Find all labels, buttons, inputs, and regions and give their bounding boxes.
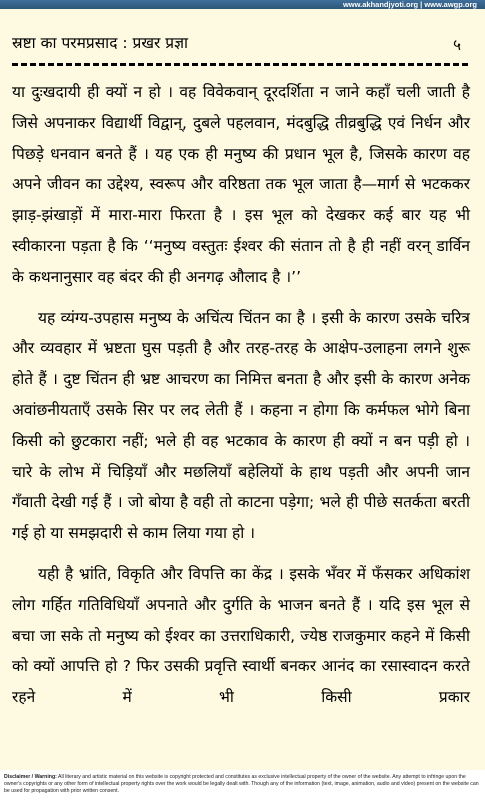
- disclaimer-footer: [4, 774, 480, 795]
- header-divider: [12, 63, 468, 66]
- paragraph-1: या दुःखदायी ही क्यों न हो । वह विवेकवान् दूरदर्शिता न जाने कहाँ चली जाती है जिसे अपनाकर विद्यार्थी विद्वान्, दुबले पहलवान, मंदबुद्धि तीव्रबुद्धि एवं निर्धन और पिछड़े धनवान बनते हैं । यह एक ही मनुष्य की प्रधान भूल है, जिसके कारण वह अपने जीवन का उद्देश्य, स्वरूप और वरिष्ठता तक भूल जाता है—मार्ग से भटककर झाड़-झंखाड़ों में मारा-मारा फिरता है । इस भूल को देखकर कई बार यह भी स्वीकारना पड़ता है कि ‘‘मनुष्य वस्तुतः ईश्वर की संतान तो है ही नहीं वरन् डार्विन के कथनानुसार वह बंदर की ही अनगढ़ औलाद है ।’’: [12, 83, 470, 286]
- disclaimer-label: Disclaimer / Warning:: [4, 774, 57, 780]
- site-url-text[interactable]: www.akhandjyoti.org | www.awgp.org: [342, 0, 477, 9]
- paragraph-3: यही है भ्रांति, विकृति और विपत्ति का केंद्र । इसके भँवर में फँसकर अधिकांश लोग गर्हित गतिविधियाँ अपनाते और दुर्गति के भाजन बनते हैं । यदि इस भूल से बचा जा सके तो मनुष्य को ईश्वर का उत्तराधिकारी, ज्येष्ठ राजकुमार कहने में किसी को क्यों आपत्ति हो ? फिर उसकी प्रवृत्ति स्वार्थी बनकर आनंद का रसास्वादन करते रहने में भी किसी प्रकार: [12, 564, 470, 707]
- top-banner: [0, 0, 485, 9]
- book-page: [0, 9, 485, 770]
- disclaimer-text: All literary and artistic material on this website is copyright protected and constitutes as exclusive intellectual property of the owner of the website. Any attempt to infringe upon the owner's copyrights or any other form of intellectual property rights over the work would be legally dealt with. Though any of the information (text, image, animation, audio and video) present on the website can be used for propagation with prior written consent.: [4, 774, 479, 794]
- paragraph-2: यह व्यंग्य-उपहास मनुष्य के अचिंत्य चिंतन का है । इसी के कारण उसके चरित्र और व्यवहार में भ्रष्टता घुस पड़ती है और तरह-तरह के आक्षेप-उलाहना लगने शुरू होते हैं । दुष्ट चिंतन ही भ्रष्ट आचरण का निमित्त बनता है और इसी के कारण अनेक अवांछनीयताएँ उसके सिर पर लद लेती हैं । कहना न होगा कि कर्मफल भोगे बिना किसी को छुटकारा नहीं; भले ही वह भटकाव के कारण ही क्यों न बन पड़ी हो । चारे के लोभ में चिड़ियाँ और मछलियाँ बहेलियों के हाथ पड़ती और अपनी जान गँवाती देखी गई हैं । जो बोया है वही तो काटना पड़ेगा; भले ही पीछे सतर्कता बरती गई हो या समझदारी से काम लिया गया हो ।: [12, 308, 470, 543]
- page-title: स्रष्टा का परमप्रसाद : प्रखर प्रज्ञा: [12, 34, 189, 52]
- page-body: [12, 77, 470, 713]
- page-number: ५: [452, 36, 461, 54]
